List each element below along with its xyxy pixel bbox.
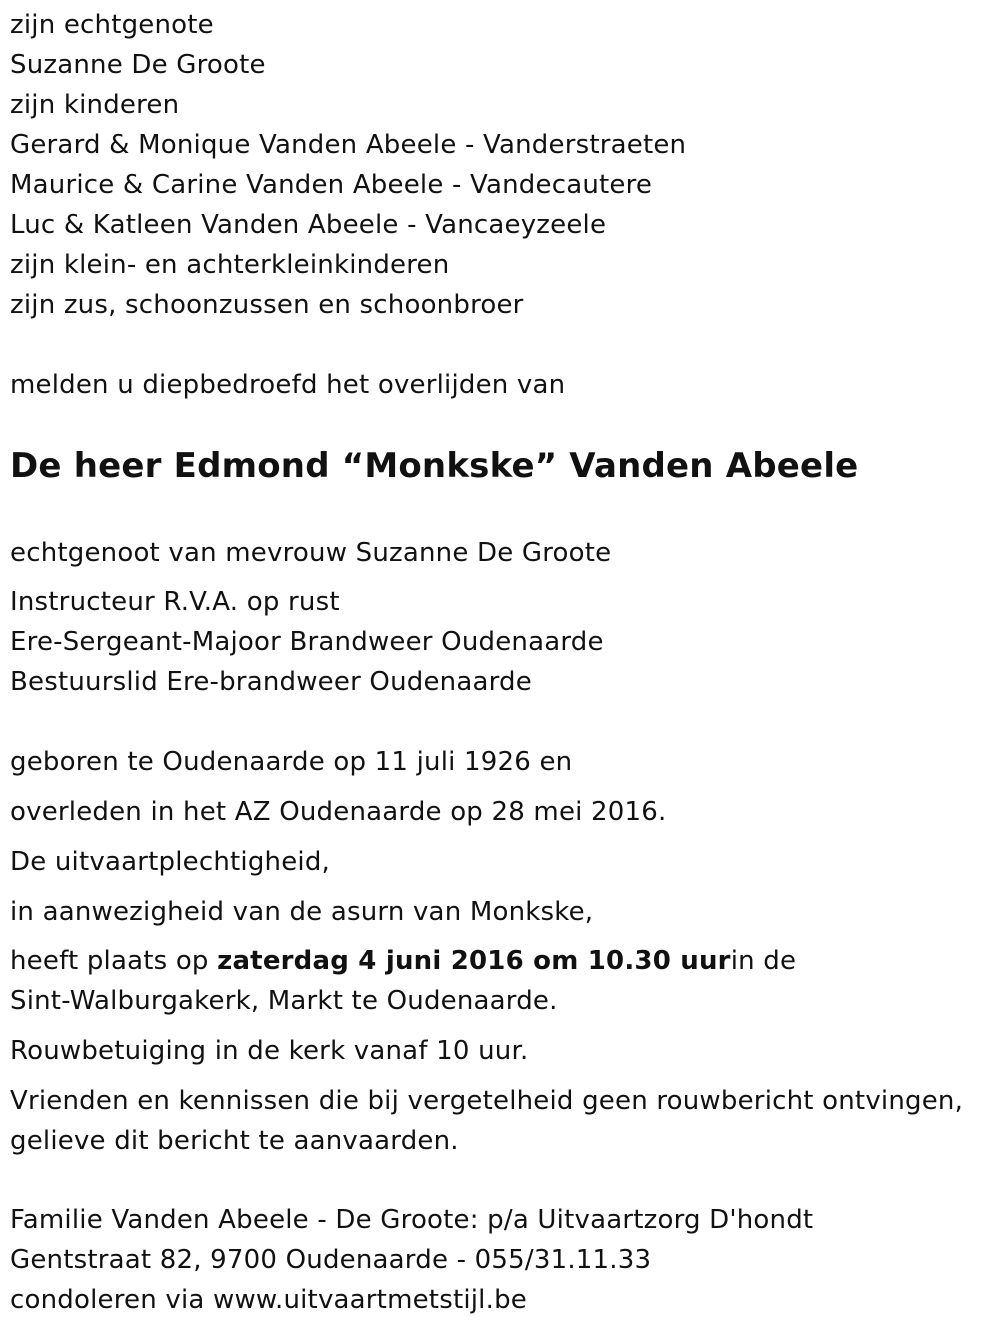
intro-line-child-2: Maurice & Carine Vanden Abeele - Vandecautere — [10, 170, 653, 200]
intro-line-child-3: Luc & Katleen Vanden Abeele - Vancaeyzeele — [10, 210, 607, 240]
footer-condolences: condoleren via www.uitvaartmetstijl.be — [10, 1285, 527, 1315]
intro-line-siblings: zijn zus, schoonzussen en schoonbroer — [10, 290, 524, 320]
intro-line-grandchildren: zijn klein- en achterkleinkinderen — [10, 250, 450, 280]
spouse-line: echtgenoot van mevrouw Suzanne De Groote — [10, 538, 612, 568]
ceremony-when-suffix: in de — [730, 946, 797, 976]
title-line-2: Ere-Sergeant-Majoor Brandweer Oudenaarde — [10, 627, 604, 657]
intro-line-spouse-label: zijn echtgenote — [10, 10, 214, 40]
title-line-1: Instructeur R.V.A. op rust — [10, 587, 340, 617]
intro-line-spouse-name: Suzanne De Groote — [10, 50, 266, 80]
footer-address: Gentstraat 82, 9700 Oudenaarde - 055/31.11.33 — [10, 1245, 652, 1275]
title-line-3: Bestuurslid Ere-brandweer Oudenaarde — [10, 667, 532, 697]
footer-family-address: Familie Vanden Abeele - De Groote: p/a Uitvaartzorg D'hondt — [10, 1205, 814, 1235]
born-line: geboren te Oudenaarde op 11 juli 1926 en — [10, 747, 573, 777]
note-line-2: gelieve dit bericht te aanvaarden. — [10, 1126, 459, 1156]
died-line: overleden in het AZ Oudenaarde op 28 mei 2016. — [10, 797, 667, 827]
ceremony-location: Sint-Walburgakerk, Markt te Oudenaarde. — [10, 986, 558, 1016]
announcement-text: melden u diepbedroefd het overlijden van — [10, 370, 566, 400]
ceremony-presence: in aanwezigheid van de asurn van Monkske, — [10, 897, 594, 927]
ceremony-date-time: zaterdag 4 juni 2016 om 10.30 uur — [217, 946, 731, 976]
intro-line-children-label: zijn kinderen — [10, 90, 180, 120]
intro-line-child-1: Gerard & Monique Vanden Abeele - Vanderstraeten — [10, 130, 687, 160]
deceased-name-heading: De heer Edmond “Monkske” Vanden Abeele — [10, 446, 859, 486]
ceremony-when-prefix: heeft plaats op — [10, 946, 218, 976]
ceremony-when — [10, 944, 796, 978]
ceremony-intro: De uitvaartplechtigheid, — [10, 847, 330, 877]
condolence-time: Rouwbetuiging in de kerk vanaf 10 uur. — [10, 1036, 529, 1066]
note-line-1: Vrienden en kennissen die bij vergetelheid geen rouwbericht ontvingen, — [10, 1086, 964, 1116]
